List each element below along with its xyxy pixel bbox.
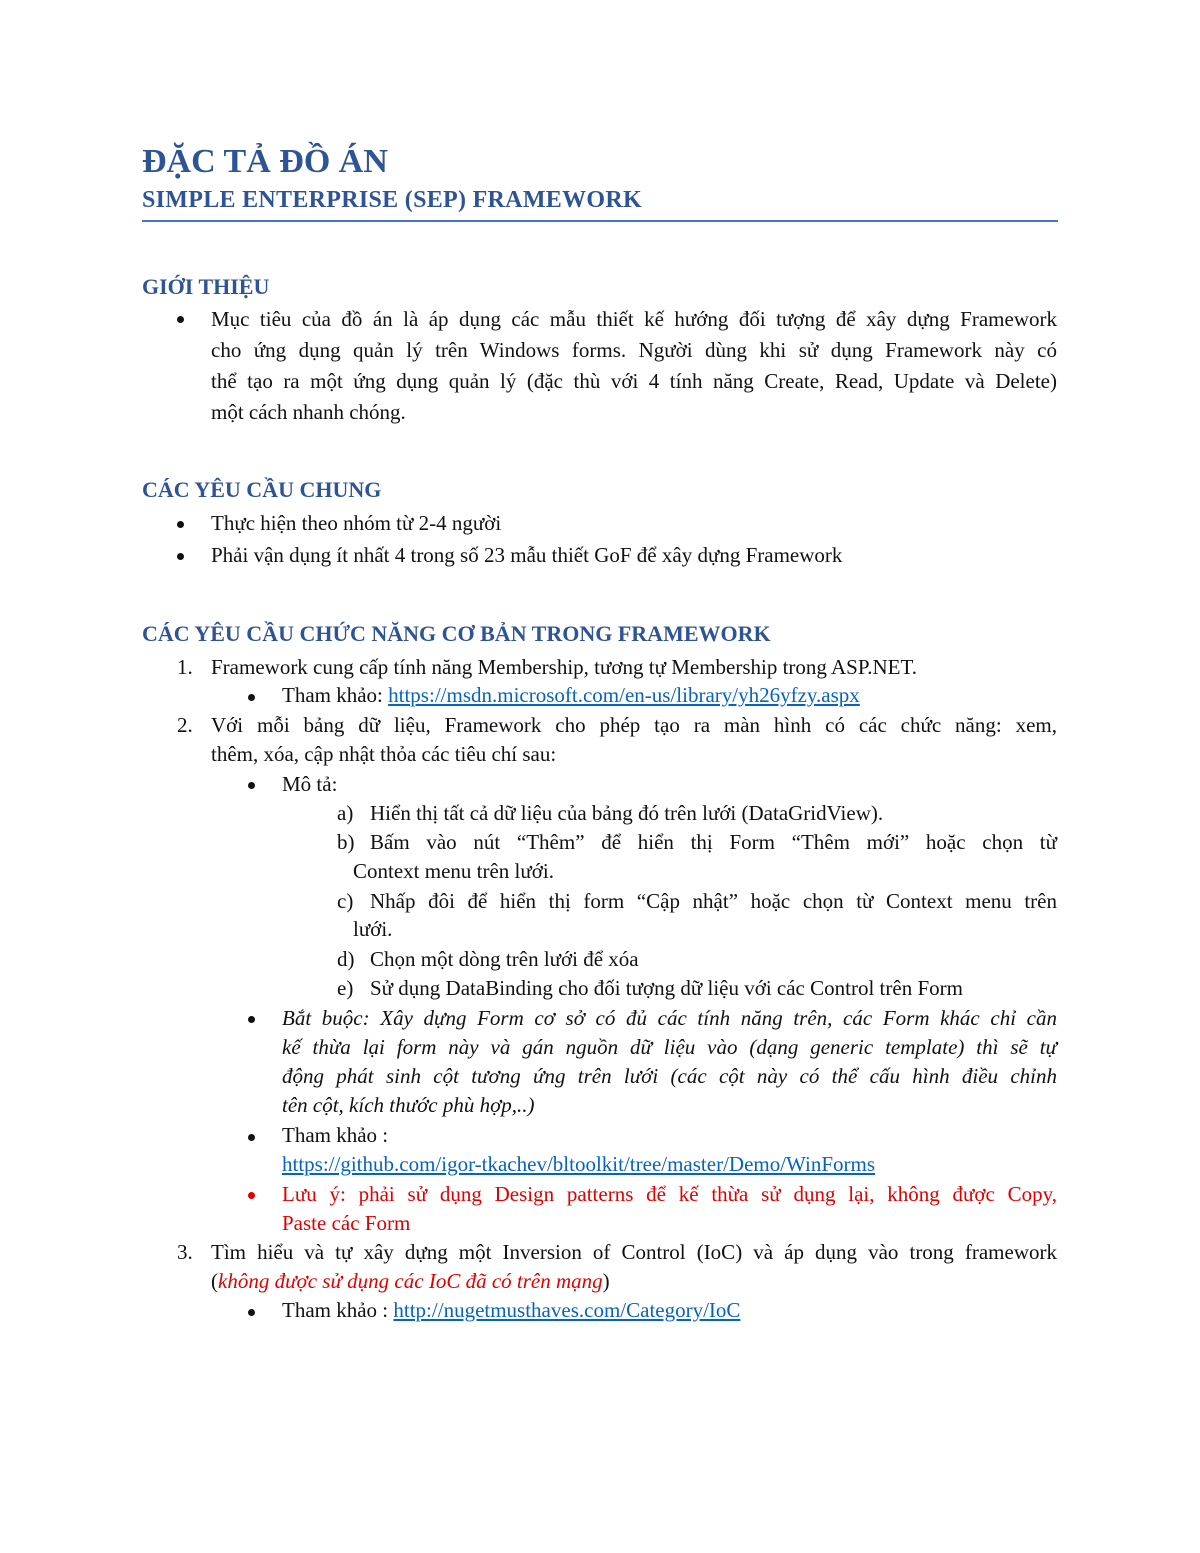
title-divider (142, 220, 1058, 222)
list-number: 2. (177, 713, 193, 737)
reference-label: Tham khảo: (282, 683, 389, 707)
sub-item-text: Bấm vào nút “Thêm” để hiển thị Form “Thêm mới” hoặc chọn từ (370, 830, 1057, 854)
required-note: Bắt buộc: Xây dựng Form cơ sở có đủ các tính năng trên, các Form khác chỉ cần (282, 1006, 1057, 1030)
sub-letter: c) (337, 889, 354, 913)
required-note: động phát sinh cột tương ứng trên lưới (các cột này có thể cấu hình điều chỉnh (282, 1064, 1057, 1088)
bullet-icon (177, 521, 184, 528)
bullet-icon (248, 1016, 255, 1023)
sub-letter: b) (337, 830, 355, 854)
intro-line: Mục tiêu của đồ án là áp dụng các mẫu thiết kế hướng đối tượng để xây dựng Framework (211, 307, 1057, 331)
sub-letter: e) (337, 976, 354, 1000)
bullet-icon (248, 694, 255, 701)
list-item-text: Với mỗi bảng dữ liệu, Framework cho phép tạo ra màn hình có các chức năng: xem, (211, 713, 1057, 737)
sub-item-text: Sử dụng DataBinding cho đối tượng dữ liệu với các Control trên Form (370, 976, 963, 1000)
sub-item-text: lưới. (353, 917, 393, 941)
intro-line: thể tạo ra một ứng dụng quản lý (đặc thù với 4 tính năng Create, Read, Update và Delete) (211, 369, 1057, 393)
sub-letter: a) (337, 801, 354, 825)
sub-item-text: Hiển thị tất cả dữ liệu của bảng đó trên lưới (DataGridView). (370, 801, 884, 825)
intro-line: cho ứng dụng quản lý trên Windows forms. Người dùng khi sử dụng Framework này có (211, 338, 1057, 362)
nuget-ioc-link[interactable]: http://nugetmusthaves.com/Category/IoC (393, 1298, 741, 1322)
list-number: 1. (177, 655, 193, 679)
sub-item-text: Context menu trên lưới. (353, 859, 554, 883)
list-item-text: thêm, xóa, cập nhật thỏa các tiêu chí sau: (211, 742, 557, 766)
list-item-text: Framework cung cấp tính năng Membership, tương tự Membership trong ASP.NET. (211, 655, 917, 679)
bullet-icon (248, 1134, 255, 1141)
bullet-icon (248, 782, 255, 789)
required-note: kế thừa lại form này và gán nguồn dữ liệu vào (dạng generic template) thì sẽ tự (282, 1035, 1057, 1059)
document-subtitle: SIMPLE ENTERPRISE (SEP) FRAMEWORK (142, 187, 642, 213)
sub-item-text: Nhấp đôi để hiển thị form “Cập nhật” hoặc chọn từ Context menu trên (370, 889, 1057, 913)
general-item: Phải vận dụng ít nhất 4 trong số 23 mẫu thiết GoF để xây dựng Framework (211, 543, 843, 567)
list-item-text (211, 1267, 610, 1296)
section-heading-intro: GIỚI THIỆU (142, 274, 270, 299)
paren-close: ) (602, 1269, 610, 1293)
reference-line (282, 1150, 875, 1179)
general-item: Thực hiện theo nhóm từ 2-4 người (211, 511, 502, 535)
reference-label: Tham khảo : (282, 1123, 389, 1147)
paren-open: ( (211, 1269, 218, 1293)
bullet-icon (177, 553, 184, 560)
required-note: tên cột, kích thước phù hợp,..) (282, 1093, 535, 1117)
intro-line: một cách nhanh chóng. (211, 400, 406, 424)
sub-item-text: Chọn một dòng trên lưới để xóa (370, 947, 639, 971)
warning-note: Lưu ý: phải sử dụng Design patterns để kế thừa sử dụng lại, không được Copy, (282, 1182, 1057, 1206)
bullet-icon (248, 1309, 255, 1316)
description-label: Mô tả: (282, 772, 338, 796)
ioc-warning: không được sử dụng các IoC đã có trên mạng (218, 1269, 603, 1293)
reference-line (282, 681, 860, 710)
section-heading-general: CÁC YÊU CẦU CHUNG (142, 477, 382, 502)
bullet-icon (248, 1192, 255, 1199)
reference-line (282, 1296, 740, 1325)
reference-label: Tham khảo : (282, 1298, 394, 1322)
sub-letter: d) (337, 947, 355, 971)
list-number: 3. (177, 1240, 193, 1264)
document-title: ĐẶC TẢ ĐỒ ÁN (142, 143, 388, 180)
section-heading-functional: CÁC YÊU CẦU CHỨC NĂNG CƠ BẢN TRONG FRAMEWORK (142, 621, 771, 646)
github-bltoolkit-link[interactable]: https://github.com/igor-tkachev/bltoolkit/tree/master/Demo/WinForms (282, 1152, 876, 1176)
bullet-icon (177, 316, 184, 323)
msdn-membership-link[interactable]: https://msdn.microsoft.com/en-us/library/yh26yfzy.aspx (388, 683, 860, 707)
list-item-text: Tìm hiểu và tự xây dựng một Inversion of Control (IoC) và áp dụng vào trong framework (211, 1240, 1057, 1264)
warning-note: Paste các Form (282, 1211, 411, 1235)
